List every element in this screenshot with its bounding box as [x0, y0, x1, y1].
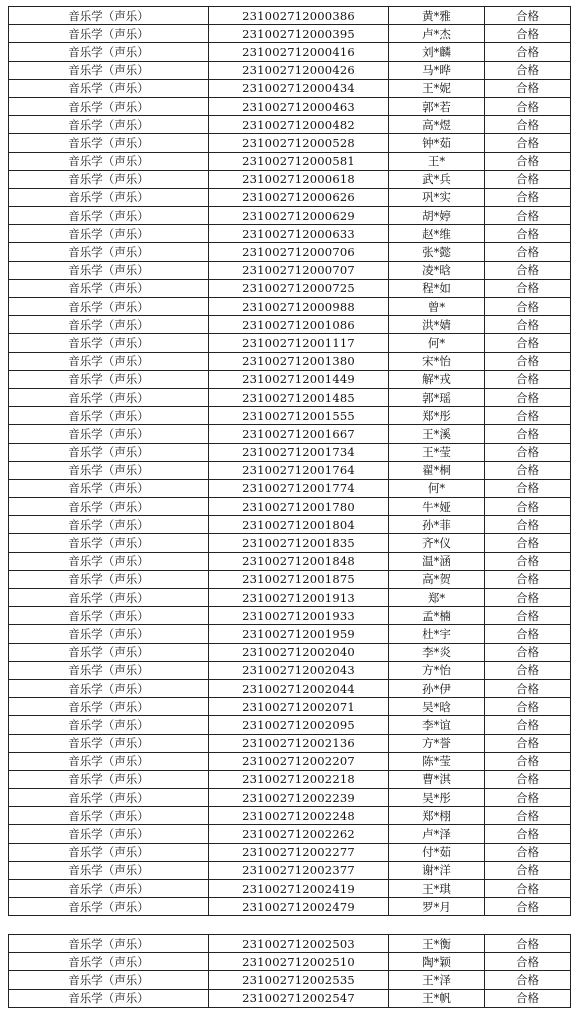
result-cell: 合格: [485, 243, 571, 261]
name-cell: 郑*栩: [389, 807, 485, 825]
table-row: [9, 989, 571, 1007]
table-row: [9, 116, 571, 134]
table-row: [9, 552, 571, 570]
name-cell: 程*如: [389, 279, 485, 297]
name-cell: 巩*实: [389, 188, 485, 206]
table-row: [9, 953, 571, 971]
name-cell: 方*誉: [389, 734, 485, 752]
name-cell: 陶*颖: [389, 953, 485, 971]
major-cell: 音乐学（声乐）: [9, 935, 209, 953]
table-row: [9, 770, 571, 788]
result-cell: 合格: [485, 643, 571, 661]
name-cell: 翟*桐: [389, 461, 485, 479]
result-cell: 合格: [485, 207, 571, 225]
name-cell: 王*帆: [389, 989, 485, 1007]
exam-id-cell: 231002712000482: [209, 116, 389, 134]
result-cell: 合格: [485, 698, 571, 716]
major-cell: 音乐学（声乐）: [9, 880, 209, 898]
major-cell: 音乐学（声乐）: [9, 298, 209, 316]
major-cell: 音乐学（声乐）: [9, 370, 209, 388]
major-cell: 音乐学（声乐）: [9, 589, 209, 607]
table-row: [9, 898, 571, 916]
exam-id-cell: 231002712001485: [209, 388, 389, 406]
exam-id-cell: 231002712002136: [209, 734, 389, 752]
table-row: [9, 843, 571, 861]
table-row: [9, 279, 571, 297]
result-cell: 合格: [485, 298, 571, 316]
major-cell: 音乐学（声乐）: [9, 97, 209, 115]
major-cell: 音乐学（声乐）: [9, 116, 209, 134]
result-cell: 合格: [485, 953, 571, 971]
major-cell: 音乐学（声乐）: [9, 25, 209, 43]
exam-id-cell: 231002712002218: [209, 770, 389, 788]
major-cell: 音乐学（声乐）: [9, 643, 209, 661]
table-row: [9, 79, 571, 97]
exam-id-cell: 231002712002248: [209, 807, 389, 825]
name-cell: 杜*宇: [389, 625, 485, 643]
exam-id-cell: 231002712000426: [209, 61, 389, 79]
table-row: [9, 25, 571, 43]
name-cell: 曹*淇: [389, 770, 485, 788]
name-cell: 孙*伊: [389, 679, 485, 697]
name-cell: 张*懿: [389, 243, 485, 261]
exam-id-cell: 231002712001835: [209, 534, 389, 552]
major-cell: 音乐学（声乐）: [9, 461, 209, 479]
result-cell: 合格: [485, 534, 571, 552]
result-cell: 合格: [485, 425, 571, 443]
name-cell: 刘*麟: [389, 43, 485, 61]
exam-id-cell: 231002712000528: [209, 134, 389, 152]
exam-id-cell: 231002712001913: [209, 589, 389, 607]
result-cell: 合格: [485, 971, 571, 989]
table-row: [9, 170, 571, 188]
name-cell: 齐*仪: [389, 534, 485, 552]
result-cell: 合格: [485, 316, 571, 334]
table-row: [9, 97, 571, 115]
exam-id-cell: 231002712001804: [209, 516, 389, 534]
result-cell: 合格: [485, 388, 571, 406]
table-row: [9, 334, 571, 352]
result-cell: 合格: [485, 370, 571, 388]
name-cell: 孙*菲: [389, 516, 485, 534]
major-cell: 音乐学（声乐）: [9, 752, 209, 770]
major-cell: 音乐学（声乐）: [9, 534, 209, 552]
name-cell: 何*: [389, 334, 485, 352]
name-cell: 王*琪: [389, 880, 485, 898]
exam-id-cell: 231002712000988: [209, 298, 389, 316]
table-row: [9, 407, 571, 425]
result-cell: 合格: [485, 570, 571, 588]
table-row: [9, 225, 571, 243]
result-cell: 合格: [485, 625, 571, 643]
major-cell: 音乐学（声乐）: [9, 170, 209, 188]
major-cell: 音乐学（声乐）: [9, 61, 209, 79]
major-cell: 音乐学（声乐）: [9, 407, 209, 425]
name-cell: 洪*婧: [389, 316, 485, 334]
major-cell: 音乐学（声乐）: [9, 679, 209, 697]
major-cell: 音乐学（声乐）: [9, 43, 209, 61]
name-cell: 王*衡: [389, 935, 485, 953]
name-cell: 马*晔: [389, 61, 485, 79]
exam-id-cell: 231002712001667: [209, 425, 389, 443]
major-cell: 音乐学（声乐）: [9, 770, 209, 788]
table-row: [9, 188, 571, 206]
result-cell: 合格: [485, 152, 571, 170]
table-row: [9, 534, 571, 552]
major-cell: 音乐学（声乐）: [9, 152, 209, 170]
exam-id-cell: 231002712000633: [209, 225, 389, 243]
major-cell: 音乐学（声乐）: [9, 716, 209, 734]
exam-id-cell: 231002712002510: [209, 953, 389, 971]
name-cell: 郭*若: [389, 97, 485, 115]
major-cell: 音乐学（声乐）: [9, 207, 209, 225]
table-row: [9, 243, 571, 261]
major-cell: 音乐学（声乐）: [9, 7, 209, 25]
name-cell: 吴*彤: [389, 789, 485, 807]
exam-id-cell: 231002712001086: [209, 316, 389, 334]
name-cell: 武*兵: [389, 170, 485, 188]
major-cell: 音乐学（声乐）: [9, 807, 209, 825]
major-cell: 音乐学（声乐）: [9, 479, 209, 497]
name-cell: 赵*维: [389, 225, 485, 243]
exam-id-cell: 231002712000434: [209, 79, 389, 97]
table-row: [9, 625, 571, 643]
name-cell: 何*: [389, 479, 485, 497]
name-cell: 谢*洋: [389, 861, 485, 879]
results-table-body: [9, 7, 571, 916]
name-cell: 王*: [389, 152, 485, 170]
major-cell: 音乐学（声乐）: [9, 316, 209, 334]
exam-id-cell: 231002712001848: [209, 552, 389, 570]
result-cell: 合格: [485, 188, 571, 206]
exam-id-cell: 231002712001734: [209, 443, 389, 461]
table-row: [9, 661, 571, 679]
exam-id-cell: 231002712002207: [209, 752, 389, 770]
table-row: [9, 316, 571, 334]
major-cell: 音乐学（声乐）: [9, 352, 209, 370]
table-row: [9, 61, 571, 79]
exam-id-cell: 231002712001959: [209, 625, 389, 643]
result-cell: 合格: [485, 789, 571, 807]
result-cell: 合格: [485, 261, 571, 279]
result-cell: 合格: [485, 479, 571, 497]
major-cell: 音乐学（声乐）: [9, 279, 209, 297]
name-cell: 孟*楠: [389, 607, 485, 625]
result-cell: 合格: [485, 443, 571, 461]
major-cell: 音乐学（声乐）: [9, 188, 209, 206]
table-row: [9, 498, 571, 516]
exam-id-cell: 231002712002277: [209, 843, 389, 861]
result-cell: 合格: [485, 935, 571, 953]
major-cell: 音乐学（声乐）: [9, 225, 209, 243]
name-cell: 王*妮: [389, 79, 485, 97]
major-cell: 音乐学（声乐）: [9, 661, 209, 679]
result-cell: 合格: [485, 898, 571, 916]
result-cell: 合格: [485, 134, 571, 152]
table-row: [9, 716, 571, 734]
exam-id-cell: 231002712001555: [209, 407, 389, 425]
name-cell: 温*涵: [389, 552, 485, 570]
major-cell: 音乐学（声乐）: [9, 261, 209, 279]
table-row: [9, 698, 571, 716]
table-row: [9, 479, 571, 497]
table-row: [9, 298, 571, 316]
table-row: [9, 388, 571, 406]
result-cell: 合格: [485, 607, 571, 625]
result-cell: 合格: [485, 170, 571, 188]
exam-id-cell: 231002712002535: [209, 971, 389, 989]
table-row: [9, 807, 571, 825]
table-row: [9, 134, 571, 152]
table-row: [9, 461, 571, 479]
result-cell: 合格: [485, 461, 571, 479]
result-cell: 合格: [485, 752, 571, 770]
result-cell: 合格: [485, 79, 571, 97]
exam-id-cell: 231002712001380: [209, 352, 389, 370]
table-row: [9, 443, 571, 461]
exam-id-cell: 231002712001449: [209, 370, 389, 388]
table-row: [9, 152, 571, 170]
table-row: [9, 207, 571, 225]
name-cell: 黄*雅: [389, 7, 485, 25]
major-cell: 音乐学（声乐）: [9, 825, 209, 843]
major-cell: 音乐学（声乐）: [9, 552, 209, 570]
major-cell: 音乐学（声乐）: [9, 734, 209, 752]
table-row: [9, 570, 571, 588]
major-cell: 音乐学（声乐）: [9, 516, 209, 534]
result-cell: 合格: [485, 807, 571, 825]
result-cell: 合格: [485, 989, 571, 1007]
major-cell: 音乐学（声乐）: [9, 243, 209, 261]
table-row: [9, 935, 571, 953]
name-cell: 吴*晗: [389, 698, 485, 716]
table-row: [9, 752, 571, 770]
exam-id-cell: 231002712002503: [209, 935, 389, 953]
exam-id-cell: 231002712001780: [209, 498, 389, 516]
name-cell: 郑*: [389, 589, 485, 607]
result-cell: 合格: [485, 352, 571, 370]
name-cell: 王*莹: [389, 443, 485, 461]
table-row: [9, 825, 571, 843]
exam-id-cell: 231002712000395: [209, 25, 389, 43]
major-cell: 音乐学（声乐）: [9, 79, 209, 97]
table-row: [9, 643, 571, 661]
table-row: [9, 789, 571, 807]
table-row: [9, 370, 571, 388]
name-cell: 陈*莹: [389, 752, 485, 770]
exam-id-cell: 231002712000626: [209, 188, 389, 206]
exam-id-cell: 231002712001764: [209, 461, 389, 479]
name-cell: 宋*怡: [389, 352, 485, 370]
major-cell: 音乐学（声乐）: [9, 898, 209, 916]
name-cell: 付*茹: [389, 843, 485, 861]
name-cell: 郭*瑶: [389, 388, 485, 406]
exam-id-cell: 231002712001933: [209, 607, 389, 625]
exam-id-cell: 231002712002040: [209, 643, 389, 661]
name-cell: 曾*: [389, 298, 485, 316]
exam-id-cell: 231002712002547: [209, 989, 389, 1007]
exam-id-cell: 231002712000416: [209, 43, 389, 61]
exam-id-cell: 231002712002044: [209, 679, 389, 697]
result-cell: 合格: [485, 334, 571, 352]
result-cell: 合格: [485, 679, 571, 697]
result-cell: 合格: [485, 25, 571, 43]
name-cell: 卢*泽: [389, 825, 485, 843]
result-cell: 合格: [485, 552, 571, 570]
name-cell: 卢*杰: [389, 25, 485, 43]
result-cell: 合格: [485, 734, 571, 752]
name-cell: 牛*娅: [389, 498, 485, 516]
result-cell: 合格: [485, 880, 571, 898]
table-row: [9, 425, 571, 443]
name-cell: 王*溪: [389, 425, 485, 443]
exam-id-cell: 231002712002479: [209, 898, 389, 916]
table-row: [9, 43, 571, 61]
result-cell: 合格: [485, 225, 571, 243]
exam-id-cell: 231002712000706: [209, 243, 389, 261]
result-cell: 合格: [485, 825, 571, 843]
major-cell: 音乐学（声乐）: [9, 971, 209, 989]
exam-id-cell: 231002712000581: [209, 152, 389, 170]
table-row: [9, 7, 571, 25]
result-cell: 合格: [485, 7, 571, 25]
table-row: [9, 679, 571, 697]
exam-id-cell: 231002712002071: [209, 698, 389, 716]
major-cell: 音乐学（声乐）: [9, 953, 209, 971]
results-table-main: [8, 6, 571, 916]
major-cell: 音乐学（声乐）: [9, 570, 209, 588]
exam-id-cell: 231002712000629: [209, 207, 389, 225]
major-cell: 音乐学（声乐）: [9, 443, 209, 461]
name-cell: 方*怡: [389, 661, 485, 679]
result-cell: 合格: [485, 589, 571, 607]
results-table-continued: [8, 934, 571, 1008]
name-cell: 高*贺: [389, 570, 485, 588]
major-cell: 音乐学（声乐）: [9, 388, 209, 406]
major-cell: 音乐学（声乐）: [9, 698, 209, 716]
result-cell: 合格: [485, 661, 571, 679]
result-cell: 合格: [485, 61, 571, 79]
major-cell: 音乐学（声乐）: [9, 334, 209, 352]
table-row: [9, 880, 571, 898]
name-cell: 李*炎: [389, 643, 485, 661]
major-cell: 音乐学（声乐）: [9, 134, 209, 152]
result-cell: 合格: [485, 279, 571, 297]
result-cell: 合格: [485, 861, 571, 879]
exam-id-cell: 231002712002262: [209, 825, 389, 843]
name-cell: 解*戎: [389, 370, 485, 388]
exam-id-cell: 231002712000386: [209, 7, 389, 25]
name-cell: 李*谊: [389, 716, 485, 734]
major-cell: 音乐学（声乐）: [9, 498, 209, 516]
exam-id-cell: 231002712000725: [209, 279, 389, 297]
major-cell: 音乐学（声乐）: [9, 607, 209, 625]
exam-id-cell: 231002712000707: [209, 261, 389, 279]
result-cell: 合格: [485, 97, 571, 115]
exam-id-cell: 231002712002095: [209, 716, 389, 734]
exam-id-cell: 231002712002043: [209, 661, 389, 679]
table-row: [9, 607, 571, 625]
result-cell: 合格: [485, 116, 571, 134]
name-cell: 钟*茹: [389, 134, 485, 152]
exam-id-cell: 231002712000463: [209, 97, 389, 115]
table-row: [9, 589, 571, 607]
table-row: [9, 352, 571, 370]
result-cell: 合格: [485, 498, 571, 516]
major-cell: 音乐学（声乐）: [9, 843, 209, 861]
exam-id-cell: 231002712001774: [209, 479, 389, 497]
result-cell: 合格: [485, 516, 571, 534]
table-row: [9, 734, 571, 752]
name-cell: 罗*月: [389, 898, 485, 916]
major-cell: 音乐学（声乐）: [9, 789, 209, 807]
result-cell: 合格: [485, 43, 571, 61]
name-cell: 郑*彤: [389, 407, 485, 425]
results-table-body-continued: [9, 935, 571, 1008]
table-row: [9, 971, 571, 989]
result-cell: 合格: [485, 716, 571, 734]
major-cell: 音乐学（声乐）: [9, 425, 209, 443]
table-row: [9, 516, 571, 534]
table-row: [9, 861, 571, 879]
result-cell: 合格: [485, 407, 571, 425]
exam-id-cell: 231002712002377: [209, 861, 389, 879]
major-cell: 音乐学（声乐）: [9, 989, 209, 1007]
result-cell: 合格: [485, 843, 571, 861]
name-cell: 高*煜: [389, 116, 485, 134]
exam-id-cell: 231002712002419: [209, 880, 389, 898]
major-cell: 音乐学（声乐）: [9, 625, 209, 643]
exam-id-cell: 231002712000618: [209, 170, 389, 188]
exam-id-cell: 231002712001117: [209, 334, 389, 352]
name-cell: 胡*婷: [389, 207, 485, 225]
result-cell: 合格: [485, 770, 571, 788]
exam-id-cell: 231002712001875: [209, 570, 389, 588]
name-cell: 王*泽: [389, 971, 485, 989]
table-row: [9, 261, 571, 279]
name-cell: 凌*晗: [389, 261, 485, 279]
major-cell: 音乐学（声乐）: [9, 861, 209, 879]
exam-id-cell: 231002712002239: [209, 789, 389, 807]
